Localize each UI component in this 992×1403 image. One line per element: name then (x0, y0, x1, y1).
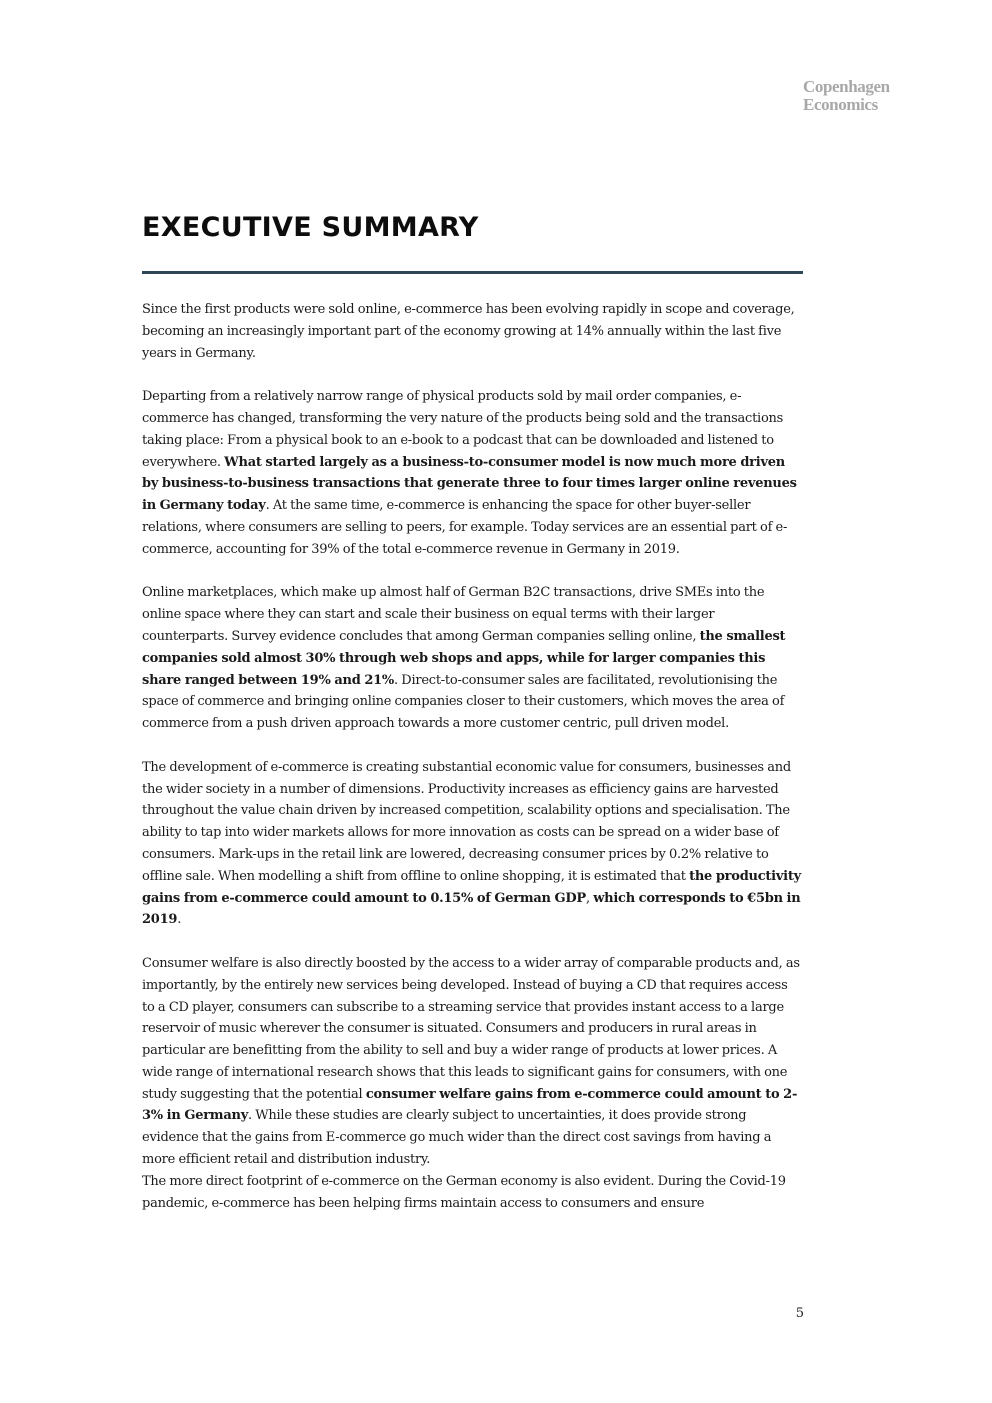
paragraph-text: Online marketplaces, which make up almost half of German B2C transactions, drive SMEs into the online space where they can start and scale their business on equal terms with their larger counterparts. Survey evidence concludes that among German companies selling online, (142, 585, 765, 644)
logo-line-1: Copenhagen (803, 77, 890, 96)
paragraph-text: . (177, 912, 182, 928)
title-divider (142, 271, 803, 274)
company-logo (803, 78, 890, 114)
paragraph-text: . Direct-to-consumer sales are facilitated, revolutionising the space of commerce and bringing online companies closer to their customers, which moves the area of commerce from a push driven approach towards a more customer centric, pull driven model. (142, 672, 785, 732)
logo-line-2: Economics (803, 95, 878, 114)
paragraph-text: , (585, 890, 594, 906)
page-number: 5 (795, 1306, 804, 1321)
emphasis-text: the productivity gains from e-commerce could amount to 0.15% of German GDP (142, 868, 801, 906)
paragraph-4 (142, 757, 803, 931)
paragraph-3 (142, 582, 803, 735)
paragraph-1 (142, 299, 803, 364)
paragraph-text: Departing from a relatively narrow range of physical products sold by mail order companies, e-commerce has changed, transforming the very nature of the products being sold and the transactions taking place: From a physical book to an e-book to a podcast that can be downloaded and listened to everywhere. (142, 389, 784, 470)
paragraph-2 (142, 386, 803, 560)
page-title: EXECUTIVE SUMMARY (142, 212, 479, 243)
paragraph-text: . While these studies are clearly subject to uncertainties, it does provide strong evidence that the gains from E-commerce go much wider than the direct cost savings from having a more efficient retail and distribution industry. (142, 1108, 772, 1168)
body-text (142, 299, 803, 1214)
paragraph-text: The development of e-commerce is creating substantial economic value for consumers, businesses and the wider society in a number of dimensions. Productivity increases as efficiency gains are harvested throughout the value chain driven by increased competition, scalability options and specialisation. The ability to tap into wider markets allows for more innovation as costs can be spread on a wider base of consumers. Mark-ups in the retail link are lowered, decreasing consumer prices by 0.2% relative to offline sale. When modelling a shift from offline to online shopping, it is estimated that (142, 759, 791, 884)
paragraph-text: . At the same time, e-commerce is enhancing the space for other buyer-seller relations, where consumers are selling to peers, for example. Today services are an essential part of e-commerce, accounting for 39% of the total e-commerce revenue in Germany in 2019. (142, 498, 788, 557)
paragraph-text: The more direct footprint of e-commerce on the German economy is also evident. During the Covid-19 pandemic, e-commerce has been helping firms maintain access to consumers and ensure (142, 1173, 786, 1211)
emphasis-text: What started largely as a business-to-consumer model is now much more driven by business-to-business transactions that generate three to four times larger online revenues in Germany today (142, 454, 797, 514)
emphasis-text: consumer welfare gains from e-commerce could amount to 2-3% in Germany (142, 1086, 798, 1124)
emphasis-text: the smallest companies sold almost 30% through web shops and apps, while for larger companies this share ranged between 19% and 21% (142, 628, 786, 688)
emphasis-text: which corresponds to €5bn in 2019 (142, 890, 801, 928)
paragraph-5 (142, 953, 803, 1171)
paragraph-text: Consumer welfare is also directly boosted by the access to a wider array of comparable products and, as importantly, by the entirely new services being developed. Instead of buying a CD that requires access to a CD player, consumers can subscribe to a streaming service that provides instant access to a large reservoir of music wherever the consumer is situated. Consumers and producers in rural areas in particular are benefitting from the ability to sell and buy a wider range of products at lower prices. A wide range of international research shows that this leads to significant gains for consumers, with one study suggesting that the potential (142, 955, 800, 1102)
paragraph-text: Since the first products were sold online, e-commerce has been evolving rapidly in scope and coverage, becoming an increasingly important part of the economy growing at 14% annually within the last five years in Germany. (142, 302, 795, 361)
paragraph-6 (142, 1171, 803, 1215)
